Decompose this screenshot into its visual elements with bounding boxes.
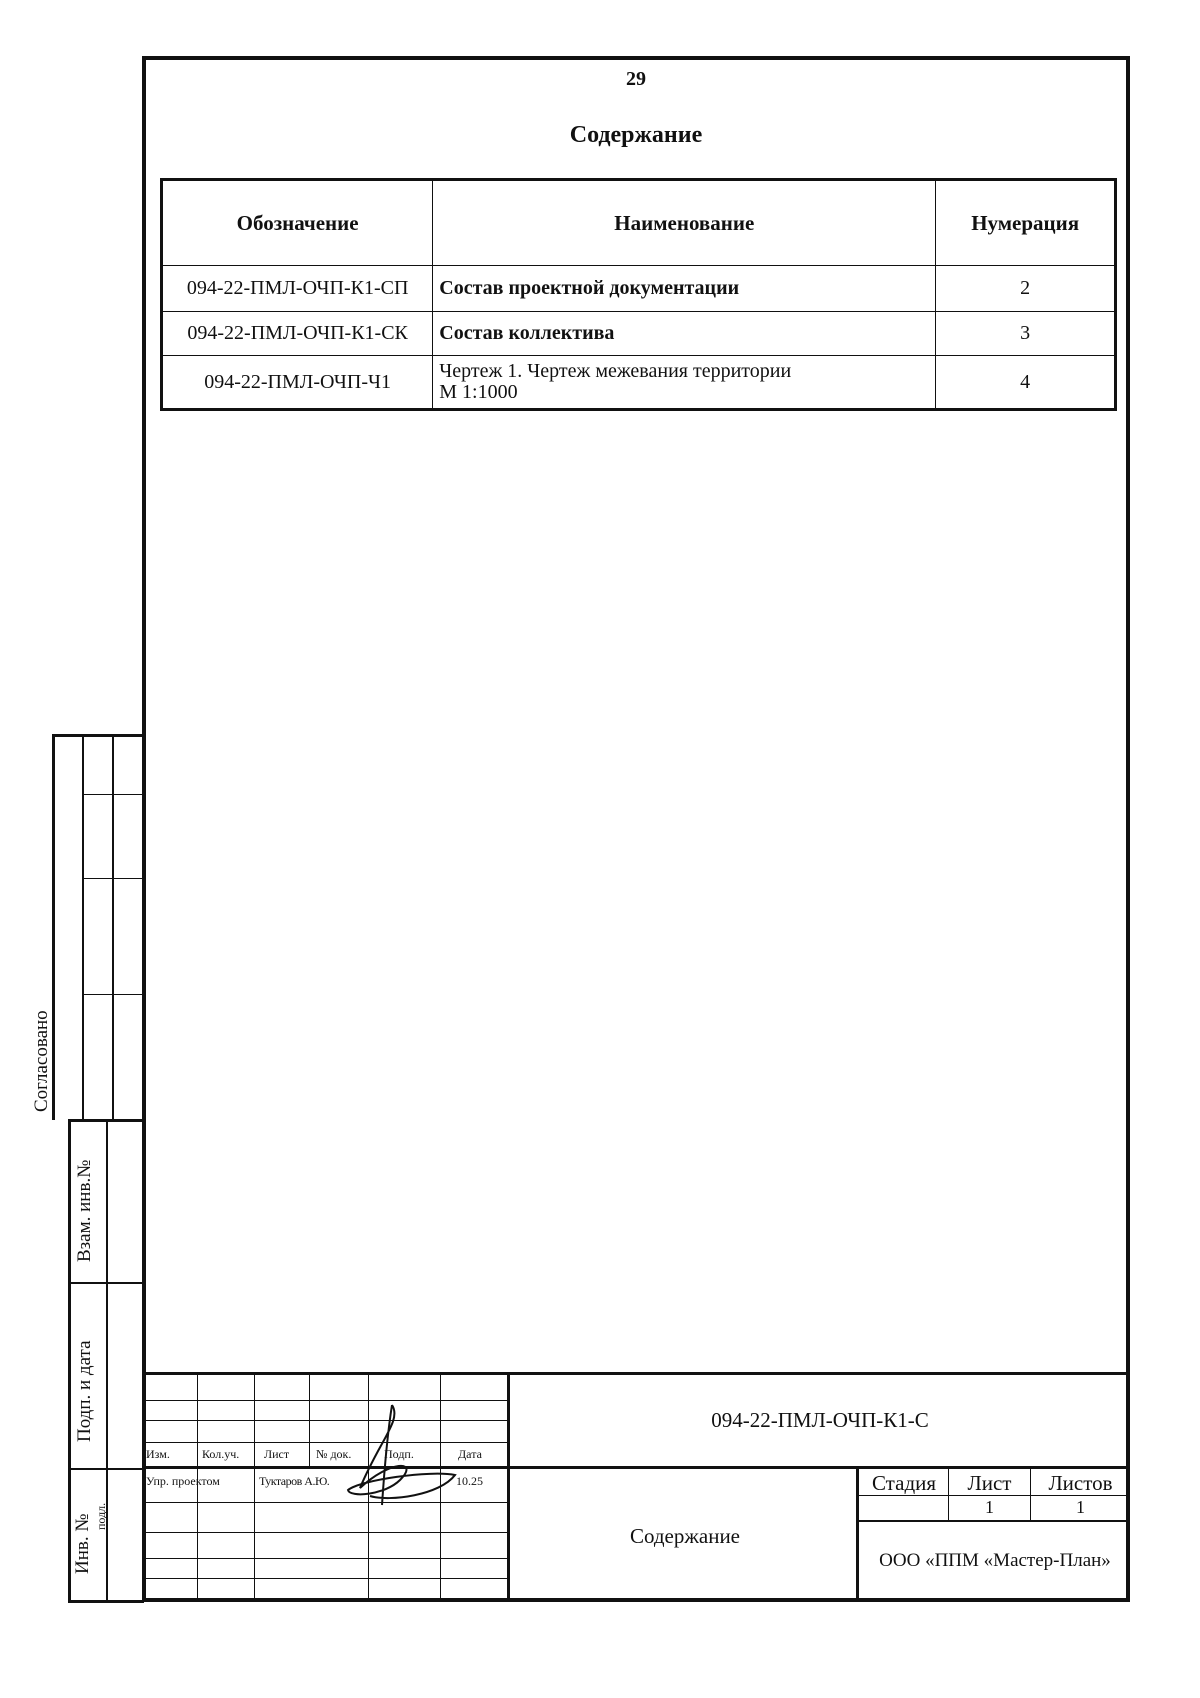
table-header-row <box>162 180 1116 266</box>
sheets-label: Листов <box>1048 1471 1113 1495</box>
sheets-value: 1 <box>1076 1497 1085 1517</box>
row-page: 2 <box>936 266 1116 312</box>
stamp-col-docno: № док. <box>316 1447 352 1461</box>
sheet-value: 1 <box>985 1497 994 1517</box>
side-strip-line <box>68 1282 144 1284</box>
stamp-role: Упр. проектом <box>146 1474 220 1488</box>
agreed-row-line <box>82 794 144 795</box>
agreed-block-col <box>112 734 114 1120</box>
stamp-col-izm: Изм. <box>146 1447 170 1461</box>
stamp-right-divider <box>856 1467 859 1602</box>
stamp-top-line <box>142 1372 1130 1375</box>
contents-table <box>160 178 1117 411</box>
stamp-row-line <box>858 1520 1130 1522</box>
stamp-row-line <box>142 1532 508 1533</box>
table-row <box>162 356 1116 410</box>
side-strip-line <box>68 1468 144 1470</box>
stamp-mid-line <box>142 1466 1130 1469</box>
row-name: Состав коллектива <box>433 312 936 356</box>
agreed-block-col <box>82 734 84 1120</box>
stamp-col-koluch: Кол.уч. <box>202 1447 240 1461</box>
row-name <box>433 356 936 410</box>
column-header-name: Наименование <box>433 180 936 266</box>
row-code: 094-22-ПМЛ-ОЧП-К1-СК <box>162 312 433 356</box>
row-page: 3 <box>936 312 1116 356</box>
inv-sub-label: подл. <box>94 1502 108 1530</box>
stamp-row-line <box>142 1578 508 1579</box>
stamp-col-line <box>254 1467 255 1602</box>
stage-label: Стадия <box>871 1471 937 1495</box>
stamp-main-divider <box>507 1372 510 1602</box>
table-row <box>162 312 1116 356</box>
row-page: 4 <box>936 356 1116 410</box>
column-header-numbering: Нумерация <box>936 180 1116 266</box>
row-code: 094-22-ПМЛ-ОЧП-К1-СП <box>162 266 433 312</box>
sheet-label: Лист <box>967 1471 1012 1495</box>
agreed-row-line <box>82 878 144 879</box>
stamp-date: 10.25 <box>456 1474 483 1488</box>
page-number: 29 <box>626 68 646 90</box>
row-code: 094-22-ПМЛ-ОЧП-Ч1 <box>162 356 433 410</box>
stamp-doc-title: Содержание <box>629 1524 741 1548</box>
page-title: Содержание <box>569 122 703 148</box>
sign-date-label: Подп. и дата <box>74 1340 95 1442</box>
stamp-person: Туктаров А.Ю. <box>259 1474 330 1488</box>
column-header-designation: Обозначение <box>162 180 433 266</box>
side-strip-bottom <box>68 1600 144 1603</box>
side-strip-col <box>106 1119 108 1603</box>
stamp-doc-code: 094-22-ПМЛ-ОЧП-К1-С <box>711 1408 929 1432</box>
inv-no-label: Инв. № <box>72 1513 93 1574</box>
agreed-label: Согласовано <box>31 1010 52 1112</box>
company-name: ООО «ППМ «Мастер-План» <box>879 1550 1111 1571</box>
stamp-col-date: Дата <box>458 1447 482 1461</box>
row-name-line2: М 1:1000 <box>439 381 518 403</box>
stamp-col-sign: Подп. <box>384 1447 414 1461</box>
row-name-line1: Чертеж 1. Чертеж межевания территории <box>439 360 792 382</box>
agreed-row-line <box>82 994 144 995</box>
replaced-inv-label: Взам. инв.№ <box>74 1159 95 1262</box>
signature-image <box>330 1400 460 1510</box>
agreed-block-top <box>52 734 144 737</box>
table-row <box>162 266 1116 312</box>
row-name: Состав проектной документации <box>433 266 936 312</box>
stamp-row-line <box>142 1558 508 1559</box>
stamp-col-list: Лист <box>264 1447 290 1461</box>
side-strip-left <box>68 1119 71 1603</box>
